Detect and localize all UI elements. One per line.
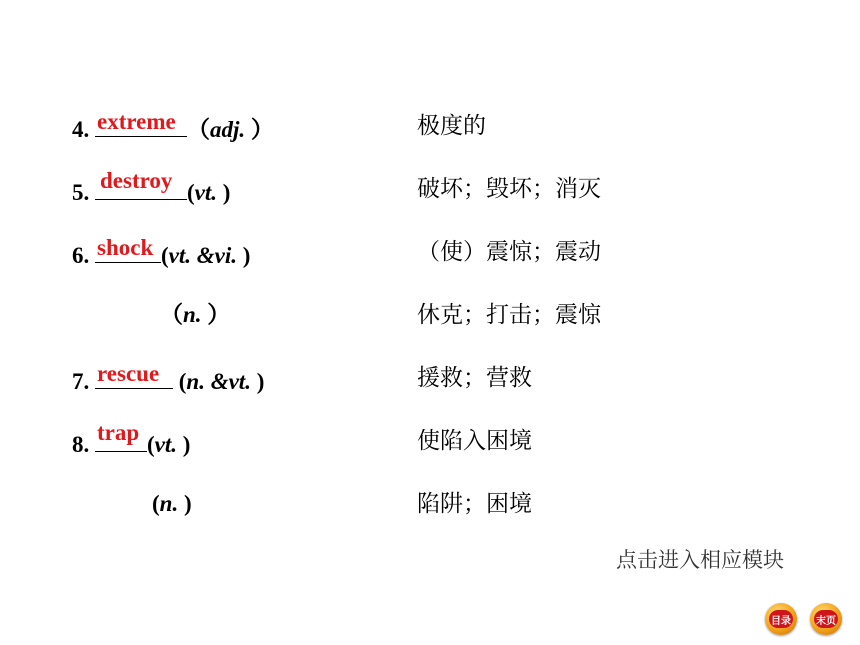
vocab-meaning: 援救；营救 bbox=[417, 365, 532, 391]
part-of-speech: vt. bbox=[154, 432, 178, 457]
vocab-english bbox=[72, 361, 265, 396]
vocab-row-8-noun bbox=[0, 484, 860, 524]
answer-blank bbox=[95, 235, 161, 263]
part-of-speech: vt. &vi. bbox=[168, 243, 238, 268]
vocab-meaning: 陷阱；困境 bbox=[417, 491, 532, 517]
answer-text: trap bbox=[97, 420, 140, 445]
pos-close: ） bbox=[201, 302, 231, 327]
vocab-english bbox=[72, 109, 274, 144]
item-number: 5. bbox=[72, 180, 95, 205]
last-page-button[interactable] bbox=[810, 603, 842, 635]
vocab-row-6 bbox=[0, 232, 860, 272]
part-of-speech: adj. bbox=[210, 117, 246, 142]
vocab-meaning: 使陷入困境 bbox=[417, 428, 532, 454]
answer-blank bbox=[95, 361, 173, 389]
pos-open: ( bbox=[161, 243, 169, 268]
pos-open: ( bbox=[173, 369, 187, 394]
pos-close: ) bbox=[177, 432, 191, 457]
answer-text: shock bbox=[97, 235, 154, 260]
item-number: 8. bbox=[72, 432, 95, 457]
vocab-english bbox=[72, 168, 231, 207]
last-page-button-label: 末页 bbox=[816, 615, 836, 627]
vocab-meaning: 休克；打击；震惊 bbox=[417, 302, 601, 328]
answer-blank bbox=[95, 420, 147, 452]
pos-open: （ bbox=[187, 117, 210, 142]
item-number: 7. bbox=[72, 369, 95, 394]
pos-close: ) bbox=[250, 369, 265, 394]
answer-text: rescue bbox=[97, 361, 160, 386]
toc-button-label: 目录 bbox=[771, 615, 791, 627]
vocab-meaning: （使）震惊；震动 bbox=[417, 239, 601, 265]
pos-open: ( bbox=[147, 432, 155, 457]
part-of-speech: n. &vt. bbox=[186, 369, 251, 394]
vocab-meaning: 极度的 bbox=[417, 113, 486, 139]
vocab-row-7 bbox=[0, 358, 860, 398]
pos-open: ( bbox=[152, 491, 160, 516]
pos-close: ) bbox=[217, 180, 231, 205]
answer-blank bbox=[95, 168, 187, 200]
nav-hint: 点击进入相应模块 bbox=[616, 548, 784, 572]
pos-close: ) bbox=[178, 491, 192, 516]
answer-blank bbox=[95, 109, 187, 137]
vocab-english bbox=[72, 235, 251, 270]
last-page-button-core bbox=[814, 610, 838, 628]
pos-open: ( bbox=[187, 180, 195, 205]
vocab-row-6-noun bbox=[0, 295, 860, 335]
item-number: 6. bbox=[72, 243, 95, 268]
part-of-speech: n. bbox=[159, 491, 179, 516]
part-of-speech: n. bbox=[183, 302, 202, 327]
vocab-row-5 bbox=[0, 169, 860, 209]
vocab-english bbox=[72, 420, 191, 459]
answer-text: destroy bbox=[100, 168, 173, 193]
vocab-meaning: 破坏；毁坏；消灭 bbox=[417, 176, 601, 202]
item-number: 4. bbox=[72, 117, 95, 142]
vocab-row-8 bbox=[0, 421, 860, 461]
toc-button-core bbox=[769, 610, 793, 628]
toc-button[interactable] bbox=[765, 603, 797, 635]
pos-close: ） bbox=[245, 117, 274, 142]
pos-close: ) bbox=[237, 243, 251, 268]
vocab-row-4 bbox=[0, 106, 860, 146]
vocab-english bbox=[160, 301, 230, 329]
pos-open: （ bbox=[160, 302, 183, 327]
answer-text: extreme bbox=[97, 109, 176, 134]
part-of-speech: vt. bbox=[194, 180, 218, 205]
vocab-english bbox=[152, 490, 192, 518]
